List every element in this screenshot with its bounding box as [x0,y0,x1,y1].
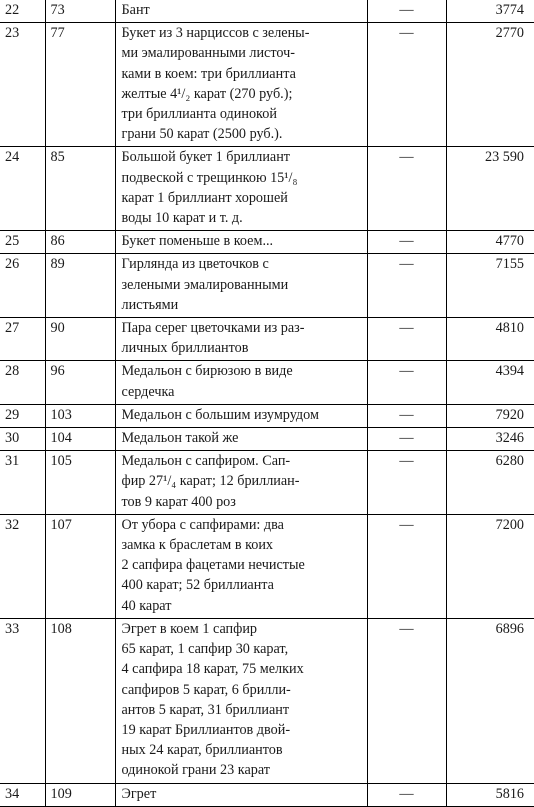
row-number-cell: 26 [0,254,45,318]
price-cell: 7920 [446,404,534,427]
blank-value-dash-cell: — [367,23,446,147]
row-number-cell: 33 [0,618,45,783]
price-cell: 3774 [446,0,534,23]
price-cell: 4394 [446,361,534,404]
table-row [0,618,534,783]
row-number-cell: 28 [0,361,45,404]
price-cell: 3246 [446,428,534,451]
table-row [0,0,534,23]
item-description-cell: Бант [115,0,367,23]
table-row [0,428,534,451]
price-cell: 6280 [446,451,534,515]
inventory-number-cell: 107 [45,514,115,618]
row-number-cell: 24 [0,147,45,231]
row-number-cell: 34 [0,783,45,806]
price-cell: 23 590 [446,147,534,231]
inventory-number-cell: 96 [45,361,115,404]
row-number-cell: 27 [0,318,45,361]
price-cell: 5816 [446,783,534,806]
blank-value-dash-cell: — [367,451,446,515]
item-description-cell: Пара серег цветочками из раз- личных бриллиантов [115,318,367,361]
price-cell: 4810 [446,318,534,361]
blank-value-dash-cell: — [367,318,446,361]
row-number-cell: 31 [0,451,45,515]
blank-value-dash-cell: — [367,147,446,231]
item-description-cell: Медальон с бирюзою в виде сердечка [115,361,367,404]
inventory-number-cell: 104 [45,428,115,451]
inventory-number-cell: 105 [45,451,115,515]
row-number-cell: 23 [0,23,45,147]
inventory-number-cell: 86 [45,231,115,254]
blank-value-dash-cell: — [367,428,446,451]
inventory-number-cell: 103 [45,404,115,427]
blank-value-dash-cell: — [367,514,446,618]
item-description-cell: Большой букет 1 бриллиант подвеской с трещинкою 15¹/₈ карат 1 бриллиант хорошей воды 10 карат и т. д. [115,147,367,231]
table-row [0,404,534,427]
row-number-cell: 32 [0,514,45,618]
inventory-number-cell: 89 [45,254,115,318]
price-cell: 7155 [446,254,534,318]
inventory-number-cell: 73 [45,0,115,23]
item-description-cell: Эгрет в коем 1 сапфир 65 карат, 1 сапфир 30 карат, 4 сапфира 18 карат, 75 мелких сапфиров 5 карат, 6 брилли- антов 5 карат, 31 бриллиант 19 карат Бриллиантов двой- ных 24 карат, бриллиантов одинокой грани 23 карат [115,618,367,783]
table-row [0,147,534,231]
blank-value-dash-cell: — [367,0,446,23]
blank-value-dash-cell: — [367,254,446,318]
row-number-cell: 29 [0,404,45,427]
item-description-cell: Букет поменьше в коем... [115,231,367,254]
item-description-cell: Гирлянда из цветочков с зелеными эмалированными листьями [115,254,367,318]
inventory-number-cell: 109 [45,783,115,806]
table-row [0,361,534,404]
item-description-cell: От убора с сапфирами: два замка к браслетам в коих 2 сапфира фацетами нечистые 400 карат; 52 бриллианта 40 карат [115,514,367,618]
item-description-cell: Медальон такой же [115,428,367,451]
blank-value-dash-cell: — [367,618,446,783]
blank-value-dash-cell: — [367,231,446,254]
item-description-cell: Медальон с сапфиром. Сап- фир 27¹/₄ карат; 12 бриллиан- тов 9 карат 400 роз [115,451,367,515]
table-row [0,318,534,361]
item-description-cell: Медальон с большим изумрудом [115,404,367,427]
blank-value-dash-cell: — [367,404,446,427]
table-row [0,451,534,515]
row-number-cell: 25 [0,231,45,254]
price-cell: 6896 [446,618,534,783]
inventory-number-cell: 108 [45,618,115,783]
item-description-cell: Эгрет [115,783,367,806]
price-cell: 7200 [446,514,534,618]
table-row [0,231,534,254]
inventory-number-cell: 77 [45,23,115,147]
price-cell: 4770 [446,231,534,254]
table-row [0,514,534,618]
item-description-cell: Букет из 3 нарциссов с зелены- ми эмалированными листоч- ками в коем: три бриллианта желтые 4¹/₂ карат (270 руб.); три бриллианта одинокой грани 50 карат (2500 руб.). [115,23,367,147]
blank-value-dash-cell: — [367,783,446,806]
blank-value-dash-cell: — [367,361,446,404]
inventory-number-cell: 85 [45,147,115,231]
row-number-cell: 22 [0,0,45,23]
table-row [0,23,534,147]
row-number-cell: 30 [0,428,45,451]
price-cell: 2770 [446,23,534,147]
inventory-number-cell: 90 [45,318,115,361]
table-row [0,254,534,318]
